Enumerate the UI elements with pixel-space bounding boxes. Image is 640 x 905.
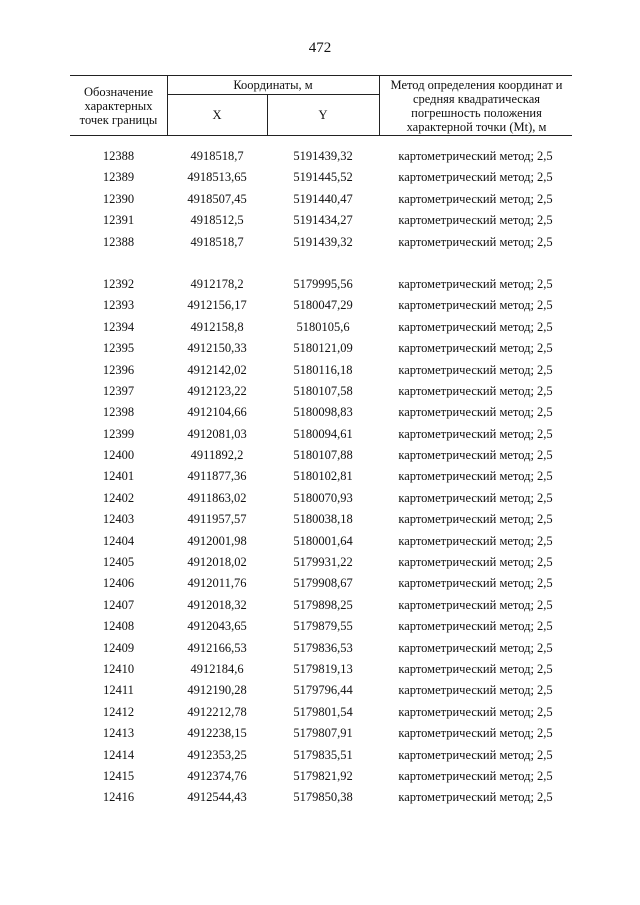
point-cell: 12402 (102, 490, 135, 505)
point-cell: 12391 (102, 213, 135, 228)
x-cell: 4918507,45 (187, 191, 247, 206)
method-cell: картометрический метод; 2,5 (398, 362, 553, 377)
y-cell: 5179796,44 (293, 683, 353, 698)
method-cell: картометрический метод; 2,5 (398, 747, 553, 762)
point-cell: 12403 (102, 512, 135, 527)
point-cell: 12392 (102, 276, 135, 291)
header-method: Метод определения координат и средняя квадратическая погрешность положения характерной точки (Mt), м (390, 78, 563, 134)
method-cell: картометрический метод; 2,5 (398, 768, 553, 783)
point-cell: 12404 (102, 533, 135, 548)
point-cell: 12393 (102, 298, 135, 313)
y-cell: 5191434,27 (293, 213, 353, 228)
point-cell: 12411 (103, 683, 134, 698)
header-point-designation: Обозначение характерных точек границы (79, 85, 158, 127)
method-cell: картометрический метод; 2,5 (398, 726, 553, 741)
x-cell: 4912018,32 (187, 597, 247, 612)
x-cell: 4912011,76 (187, 576, 247, 591)
point-cell: 12394 (102, 319, 135, 334)
method-cell: картометрический метод; 2,5 (398, 533, 553, 548)
point-cell: 12413 (102, 726, 135, 741)
method-cell: картометрический метод; 2,5 (398, 341, 553, 356)
x-cell: 4911957,57 (187, 512, 247, 527)
point-cell: 12414 (102, 747, 135, 762)
point-cell: 12410 (102, 661, 135, 676)
table-row (70, 445, 572, 466)
x-cell: 4912238,15 (187, 726, 247, 741)
method-cell: картометрический метод; 2,5 (398, 213, 553, 228)
y-cell: 5180116,18 (293, 362, 353, 377)
method-cell: картометрический метод; 2,5 (398, 790, 553, 805)
table-row (70, 381, 572, 402)
x-cell: 4911877,36 (187, 469, 247, 484)
method-cell: картометрический метод; 2,5 (398, 191, 553, 206)
table-row (70, 573, 572, 594)
y-cell: 5180105,6 (296, 319, 350, 334)
header-coordinates: Координаты, м (233, 78, 313, 92)
table-row (70, 317, 572, 338)
x-cell: 4918518,7 (190, 149, 244, 163)
point-cell: 12412 (102, 704, 135, 719)
y-cell: 5191439,32 (293, 149, 353, 163)
page-number: 472 (308, 40, 332, 56)
table-row (70, 189, 572, 210)
y-cell: 5179908,67 (293, 576, 353, 591)
y-cell: 5191439,32 (293, 234, 353, 249)
table-row (70, 552, 572, 573)
method-cell: картометрический метод; 2,5 (398, 276, 553, 291)
group-spacer (70, 253, 572, 274)
table-header (70, 75, 572, 136)
header-y: Y (318, 108, 328, 122)
y-cell: 5179879,55 (293, 619, 353, 634)
y-cell: 5179835,51 (293, 747, 353, 762)
method-cell: картометрический метод; 2,5 (398, 319, 553, 334)
x-cell: 4912544,43 (187, 790, 247, 805)
table-row (70, 466, 572, 487)
y-cell: 5179836,53 (293, 640, 353, 655)
method-cell: картометрический метод; 2,5 (398, 448, 553, 463)
y-cell: 5191445,52 (293, 170, 353, 185)
point-cell: 12416 (102, 790, 135, 805)
x-cell: 4912150,33 (187, 341, 247, 356)
method-cell: картометрический метод; 2,5 (398, 619, 553, 634)
y-cell: 5191440,47 (293, 191, 353, 206)
table-row (70, 232, 572, 253)
y-cell: 5180047,29 (293, 298, 353, 313)
method-cell: картометрический метод; 2,5 (398, 512, 553, 527)
point-cell: 12388 (102, 234, 135, 249)
x-cell: 4912018,02 (187, 555, 247, 570)
table-row (70, 295, 572, 316)
x-cell: 4912353,25 (187, 747, 247, 762)
y-cell: 5180102,81 (293, 469, 353, 484)
method-cell: картометрический метод; 2,5 (398, 426, 553, 441)
y-cell: 5179821,92 (293, 768, 353, 783)
method-cell: картометрический метод; 2,5 (398, 170, 553, 185)
table-body (70, 146, 572, 809)
point-cell: 12395 (102, 341, 135, 356)
table-row (70, 745, 572, 766)
y-cell: 5180094,61 (293, 426, 353, 441)
method-cell: картометрический метод; 2,5 (398, 661, 553, 676)
y-cell: 5179801,54 (293, 704, 353, 719)
table-row (70, 402, 572, 423)
x-cell: 4918513,65 (187, 170, 247, 185)
table-row (70, 509, 572, 530)
x-cell: 4912081,03 (187, 426, 247, 441)
y-cell: 5180121,09 (293, 341, 353, 356)
x-cell: 4912190,28 (187, 683, 247, 698)
x-cell: 4912142,02 (187, 362, 247, 377)
method-cell: картометрический метод; 2,5 (398, 405, 553, 420)
x-cell: 4918512,5 (190, 213, 244, 228)
x-cell: 4912166,53 (187, 640, 247, 655)
table-row (70, 787, 572, 808)
y-cell: 5180001,64 (293, 533, 353, 548)
table-row (70, 595, 572, 616)
point-cell: 12409 (102, 640, 135, 655)
x-cell: 4911892,2 (190, 448, 244, 463)
table-row (70, 167, 572, 188)
point-cell: 12398 (102, 405, 135, 420)
y-cell: 5179898,25 (293, 597, 353, 612)
method-cell: картометрический метод; 2,5 (398, 597, 553, 612)
x-cell: 4911863,02 (187, 490, 247, 505)
point-cell: 12397 (102, 383, 135, 398)
y-cell: 5180038,18 (293, 512, 353, 527)
method-cell: картометрический метод; 2,5 (398, 490, 553, 505)
point-cell: 12390 (102, 191, 135, 206)
x-cell: 4912123,22 (187, 383, 247, 398)
point-cell: 12405 (102, 555, 135, 570)
point-cell: 12401 (102, 469, 135, 484)
table-row (70, 638, 572, 659)
method-cell: картометрический метод; 2,5 (398, 640, 553, 655)
point-cell: 12396 (102, 362, 135, 377)
header-top-rule (70, 75, 572, 76)
x-cell: 4912043,65 (187, 619, 247, 634)
point-cell: 12415 (102, 768, 135, 783)
y-cell: 5180107,58 (293, 383, 353, 398)
method-cell: картометрический метод; 2,5 (398, 383, 553, 398)
table-row (70, 659, 572, 680)
header-divider (379, 75, 380, 135)
y-cell: 5180098,83 (293, 405, 353, 420)
method-cell: картометрический метод; 2,5 (398, 683, 553, 698)
table-row (70, 702, 572, 723)
header-bottom-rule (70, 135, 572, 136)
table-row (70, 680, 572, 701)
method-cell: картометрический метод; 2,5 (398, 234, 553, 249)
x-cell: 4912374,76 (187, 768, 247, 783)
method-cell: картометрический метод; 2,5 (398, 469, 553, 484)
table-row (70, 766, 572, 787)
point-cell: 12408 (102, 619, 135, 634)
header-x: X (212, 108, 222, 122)
method-cell: картометрический метод; 2,5 (398, 704, 553, 719)
method-cell: картометрический метод; 2,5 (398, 576, 553, 591)
method-cell: картометрический метод; 2,5 (398, 555, 553, 570)
y-cell: 5179995,56 (293, 276, 353, 291)
x-cell: 4912212,78 (187, 704, 247, 719)
method-cell: картометрический метод; 2,5 (398, 149, 553, 163)
x-cell: 4912184,6 (190, 661, 244, 676)
y-cell: 5180070,93 (293, 490, 353, 505)
coords-group-rule (167, 94, 379, 95)
y-cell: 5179850,38 (293, 790, 353, 805)
table-row (70, 488, 572, 509)
table-row (70, 424, 572, 445)
table-row (70, 338, 572, 359)
y-cell: 5179819,13 (293, 661, 353, 676)
point-cell: 12400 (102, 448, 135, 463)
point-cell: 12389 (102, 170, 135, 185)
x-cell: 4912104,66 (187, 405, 247, 420)
table-row (70, 531, 572, 552)
table-row (70, 723, 572, 744)
table-row (70, 616, 572, 637)
point-cell: 12399 (102, 426, 135, 441)
table-row (70, 210, 572, 231)
x-cell: 4912001,98 (187, 533, 247, 548)
point-cell: 12407 (102, 597, 135, 612)
y-cell: 5179807,91 (293, 726, 353, 741)
point-cell: 12388 (102, 149, 135, 163)
table-row (70, 146, 572, 167)
table-row (70, 274, 572, 295)
point-cell: 12406 (102, 576, 135, 591)
y-cell: 5180107,88 (293, 448, 353, 463)
x-cell: 4912178,2 (190, 276, 244, 291)
x-cell: 4912156,17 (187, 298, 247, 313)
table-row (70, 360, 572, 381)
y-cell: 5179931,22 (293, 555, 353, 570)
x-cell: 4918518,7 (190, 234, 244, 249)
x-cell: 4912158,8 (190, 319, 244, 334)
method-cell: картометрический метод; 2,5 (398, 298, 553, 313)
